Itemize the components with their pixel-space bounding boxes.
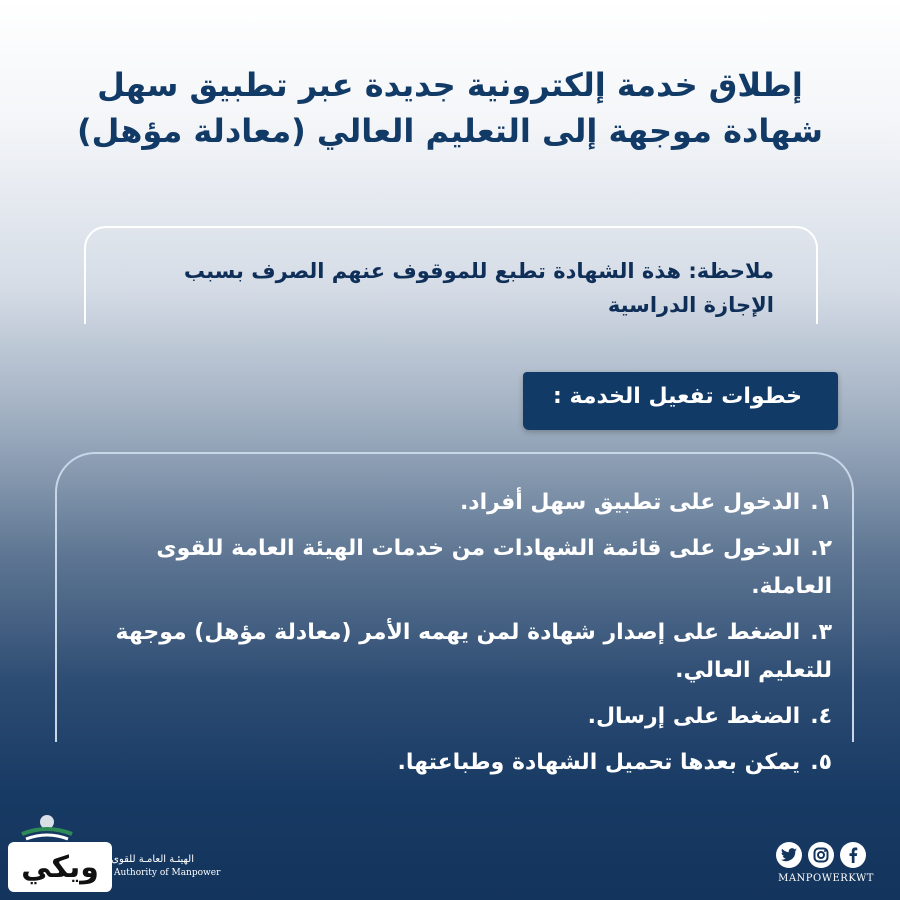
twitter-icon[interactable] — [776, 842, 802, 868]
authority-name-en: Authority of Manpower — [114, 868, 221, 878]
step-number: ٤. — [810, 704, 832, 729]
social-icons — [776, 842, 866, 868]
wiki-watermark: ويكي — [8, 842, 112, 892]
step-number: ٢. — [810, 536, 832, 561]
title-line-2: شهادة موجهة إلى التعليم العالي (معادلة مؤهل) — [77, 112, 823, 150]
step-number: ٣. — [810, 620, 832, 645]
instagram-icon[interactable] — [808, 842, 834, 868]
page-title — [60, 62, 840, 154]
step-text: الضغط على إرسال. — [587, 704, 801, 729]
step-item — [86, 530, 832, 606]
step-text: الدخول على تطبيق سهل أفراد. — [459, 490, 801, 515]
social-handle: MANPOWERKWT — [778, 873, 874, 884]
authority-name-ar: الهيئـة العامـة للقوى العاملة — [80, 854, 194, 865]
steps-header-label: خطوات تفعيل الخدمة : — [553, 384, 802, 409]
note-text — [134, 254, 774, 322]
step-number: ٥. — [810, 750, 832, 775]
authority-logo-icon — [18, 812, 76, 842]
step-number: ١. — [810, 490, 832, 515]
step-item — [86, 484, 832, 522]
step-item — [86, 614, 832, 690]
step-item — [86, 698, 832, 736]
steps-list — [86, 484, 832, 790]
title-line-1: إطلاق خدمة إلكترونية جديدة عبر تطبيق سهل — [97, 66, 803, 104]
note-line-2: الإجازة الدراسية — [607, 293, 774, 317]
step-text: الضغط على إصدار شهادة لمن يهمه الأمر (معادلة مؤهل) موجهة للتعليم العالي. — [115, 620, 832, 683]
step-text: الدخول على قائمة الشهادات من خدمات الهيئة العامة للقوى العاملة. — [156, 536, 832, 599]
step-item — [86, 744, 832, 782]
note-line-1: ملاحظة: هذة الشهادة تطبع للموقوف عنهم الصرف بسبب — [183, 259, 774, 283]
facebook-icon[interactable] — [840, 842, 866, 868]
steps-header-bar — [523, 372, 838, 430]
step-text: يمكن بعدها تحميل الشهادة وطباعتها. — [397, 750, 801, 775]
